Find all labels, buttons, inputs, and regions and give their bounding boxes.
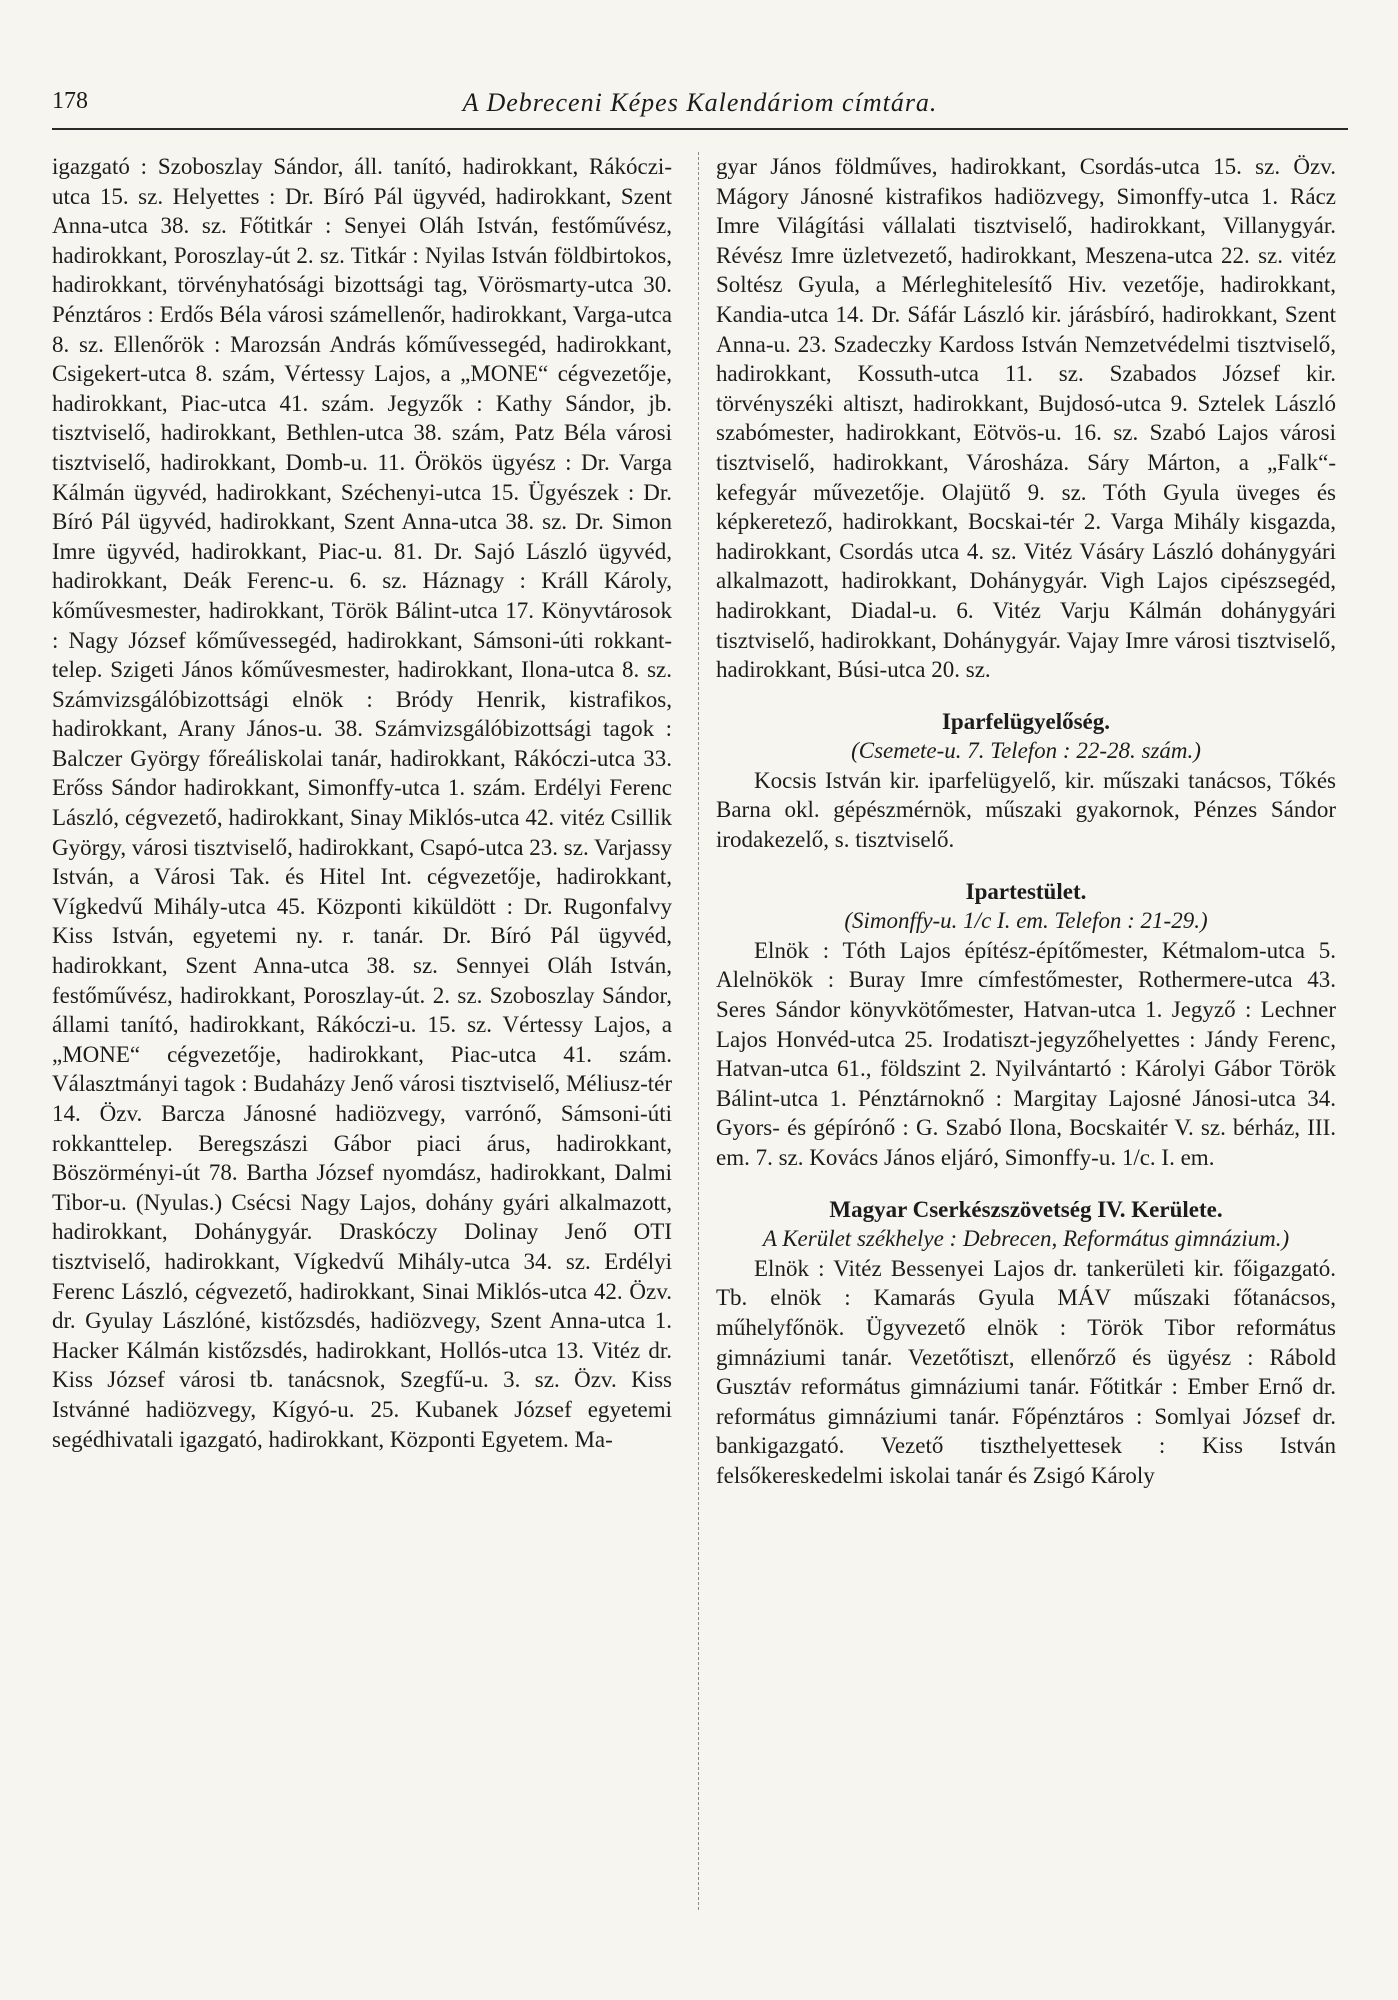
section-body-cserkeszszovetseg: Elnök : Vitéz Bessenyei Lajos dr. tankerületi kir. főigazgató. Tb. elnök : Kamarás Gyula MÁV műszaki főtanácsos, műhelyfőnök. Ügyvezető elnök : Török Tibor református gimnáziumi tanár. Vezetőtiszt, ellenőrző és ügyész : Rábold Gusztáv református gimnáziumi tanár. Főtitkár : Ember Ernő dr. református gimnáziumi tanár. Főpénztáros : Somlyai József dr. bankigazgató. Vezető tiszthelyettesek : Kiss István felsőkereskedelmi iskolai tanár és Zsigó Károly xyxy=(716,1255,1336,1488)
section-subtitle-ipartestulet: (Simonffy-u. 1/c I. em. Telefon : 21-29.) xyxy=(844,908,1208,934)
right-column xyxy=(716,152,1336,1491)
left-column xyxy=(52,152,672,1454)
left-column-text: igazgató : Szoboszlay Sándor, áll. tanító, hadirokkant, Rákóczi-utca 15. sz. Helyettes : Dr. Bíró Pál ügyvéd, hadirokkant, Szent Anna-utca 38. sz. Főtitkár : Senyei Oláh István, festőművész, hadirokkant, Poroszlay-út 2. sz. Titkár : Nyilas István földbirtokos, hadirokkant, törvényhatósági bizottsági tag, Vörösmarty-utca 30. Pénztáros : Erdős Béla városi számellenőr, hadirokkant, Varga-utca 8. sz. Ellenőrök : Marozsán András kőművessegéd, hadirokkant, Csigekert-utca 8. szám, Vértessy Lajos, a „MONE“ cégvezetője, hadirokkant, Piac-utca 41. szám. Jegyzők : Kathy Sándor, jb. tisztviselő, hadirokkant, Bethlen-utca 38. szám, Patz Béla városi tisztviselő, hadirokkant, Domb-u. 11. Örökös ügyész : Dr. Varga Kálmán ügyvéd, hadirokkant, Széchenyi-utca 15. Ügyészek : Dr. Bíró Pál ügyvéd, hadirokkant, Szent Anna-utca 38. sz. Dr. Simon Imre ügyvéd, hadirokkant, Piac-u. 81. Dr. Sajó László ügyvéd, hadirokkant, Deák Ferenc-u. 6. sz. Háznagy : Králl Károly, kőművesmester, hadirokkant, Török Bálint-utca 17. Könyvtárosok : Nagy József kőművessegéd, hadirokkant, Sámsoni-úti rokkant-telep. Szigeti János kőművesmester, hadirokkant, Ilona-utca 8. sz. Számvizsgálóbizottsági elnök : Bródy Henrik, kistrafikos, hadirokkant, Arany János-u. 38. Számvizsgálóbizottsági tagok : Balczer György főreáliskolai tanár, hadirokkant, Rákóczi-utca 33. Erőss Sándor hadirokkant, Simonffy-utca 1. szám. Erdélyi Ferenc László, cégvezető, hadirokkant, Sinay Miklós-utca 42. vitéz Csillik György, városi tisztviselő, hadirokkant, Csapó-utca 23. sz. Varjassy István, a Városi Tak. és Hitel Int. cégvezetője, hadirokkant, Vígkedvű Mihály-utca 45. Központi kiküldött : Dr. Rugonfalvy Kiss István, egyetemi ny. r. tanár. Dr. Bíró Pál ügyvéd, hadirokkant, Szent Anna-utca 38. sz. Sennyei Oláh István, festőművész, hadirokkant, Poroszlay-út. 2. sz. Szoboszlay Sándor, állami tanító, hadirokkant, Rákóczi-u. 15. sz. Vértessy Lajos, a „MONE“ cégvezetője, hadirokkant, Piac-utca 41. szám. Választmányi tagok : Budaházy Jenő városi tisztviselő, Méliusz-tér 14. Özv. Barcza Jánosné hadiözvegy, varrónő, Sámsoni-úti rokkanttelep. Beregszászi Gábor piaci árus, hadirokkant, Böszörményi-út 78. Bartha József nyomdász, hadirokkant, Dalmi Tibor-u. (Nyulas.) Csécsi Nagy Lajos, dohány gyári alkalmazott, hadirokkant, Dohánygyár. Draskóczy Dolinay Jenő OTI tisztviselő, hadirokkant, Vígkedvű Mihály-utca 34. sz. Erdélyi Ferenc László, cégvezető, hadirokkant, Sinai Miklós-utca 42. Özv. dr. Gyulay Lászlóné, kistőzsdés, hadiözvegy, Szent Anna-utca 1. Hacker Kálmán kistőzsdés, hadirokkant, Hollós-utca 13. Vitéz dr. Kiss József városi tb. tanácsnok, Szegfű-u. 3. sz. Özv. Kiss Istvánné hadiözvegy, Kígyó-u. 25. Kubanek József egyetemi segédhivatali igazgató, hadirokkant, Központi Egyetem. Ma- xyxy=(52,154,672,1452)
section-body-iparfelugyeloseg: Kocsis István kir. iparfelügyelő, kir. műszaki tanácsos, Tőkés Barna okl. gépészmérnök, műszaki gyakornok, Pénzes Sándor irodakezelő, s. tisztviselő. xyxy=(716,767,1336,853)
section-subtitle-cserkeszszovetseg: A Kerület székhelye : Debrecen, Református gimnázium.) xyxy=(762,1226,1290,1252)
section-title-iparfelugyeloseg: Iparfelügyelőség. xyxy=(941,708,1110,734)
page-number: 178 xyxy=(52,88,88,114)
right-column-continuation: gyar János földműves, hadirokkant, Csordás-utca 15. sz. Özv. Mágory Jánosné kistrafikos hadiözvegy, Simonffy-utca 1. Rácz Imre Világítási vállalati tisztviselő, hadirokkant, Villanygyár. Révész Imre üzletvezető, hadirokkant, Meszena-utca 22. sz. vitéz Soltész Gyula, a Mérleghitelesítő Hiv. vezetője, hadirokkant, Kandia-utca 14. Dr. Sáfár László kir. járásbíró, hadirokkant, Szent Anna-u. 23. Szadeczky Kardoss István Nemzetvédelmi tisztviselő, hadirokkant, Kossuth-utca 11. sz. Szabados József kir. törvényszéki altiszt, hadirokkant, Bujdosó-utca 9. Sztelek László szabómester, hadirokkant, Eötvös-u. 16. sz. Szabó Lajos városi tisztviselő, hadirokkant, Városháza. Sáry Márton, a „Falk“-kefegyár művezetője. Olajütő 9. sz. Tóth Gyula üveges és képkeretező, hadirokkant, Bocskai-tér 2. Varga Mihály kisgazda, hadirokkant, Csordás utca 4. sz. Vitéz Vásáry László dohánygyári alkalmazott, hadirokkant, Dohánygyár. Vigh Lajos cipészsegéd, hadirokkant, Diadal-u. 6. Vitéz Varju Kálmán dohánygyári tisztviselő, hadirokkant, Dohánygyár. Vajay Imre városi tisztviselő, hadirokkant, Búsi-utca 20. sz. xyxy=(716,154,1336,683)
section-title-cserkeszszovetseg: Magyar Cserkészszövetség IV. Kerülete. xyxy=(829,1196,1223,1222)
header-rule xyxy=(52,128,1348,130)
section-subtitle-iparfelugyeloseg: (Csemete-u. 7. Telefon : 22-28. szám.) xyxy=(851,738,1201,764)
running-title: A Debreceni Képes Kalendáriom címtára. xyxy=(462,88,938,117)
page-header xyxy=(52,88,1348,128)
section-body-ipartestulet: Elnök : Tóth Lajos építész-építőmester, Kétmalom-utca 5. Alelnökök : Buray Imre címfestőmester, Rothermere-utca 43. Seres Sándor könyvkötőmester, Hatvan-utca 1. Jegyző : Lechner Lajos Honvéd-utca 25. Irodatiszt-jegyzőhelyettes : Jándy Ferenc, Hatvan-utca 61., földszint 2. Nyilvántartó : Károlyi Gábor Török Bálint-utca 1. Pénztárnoknő : Margitay Lajosné Jánosi-utca 34. Gyors- és gépírónő : G. Szabó Ilona, Bocskaitér V. sz. bérház, III. em. 7. sz. Kovács János eljáró, Simonffy-u. 1/c. I. em. xyxy=(716,937,1336,1170)
column-divider xyxy=(698,152,699,1910)
section-title-ipartestulet: Ipartestület. xyxy=(965,878,1087,904)
